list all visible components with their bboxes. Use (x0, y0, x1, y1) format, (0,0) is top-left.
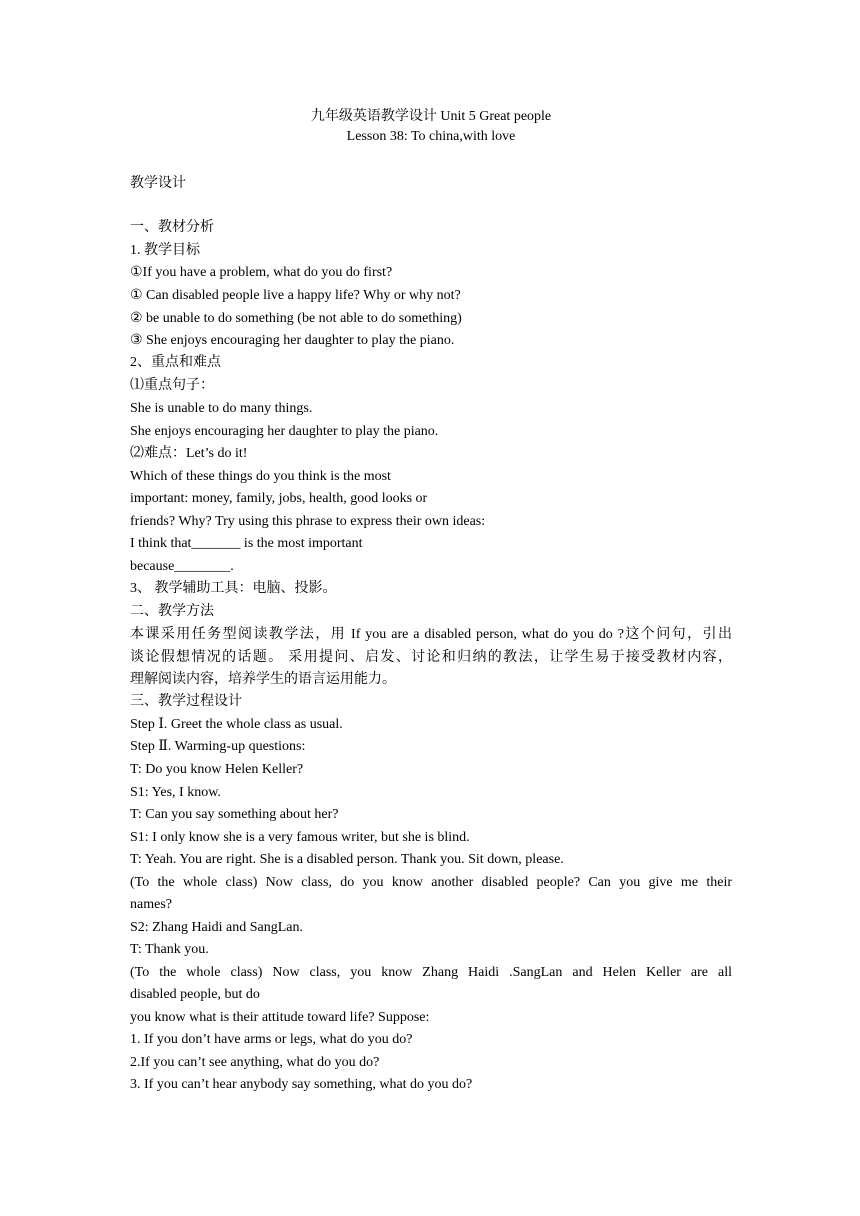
dialogue-line: (To the whole class) Now class, do you know another disabled people? Can you give me their (130, 875, 732, 890)
section-heading-1: 一、教材分析 (130, 220, 214, 235)
dialogue-line: you know what is their attitude toward life? Suppose: (130, 1010, 430, 1025)
dialogue-line: T: Do you know Helen Keller? (130, 762, 304, 777)
step-line: Step Ⅰ. Greet the whole class as usual. (130, 717, 343, 732)
dialogue-line: disabled people, but do (130, 987, 260, 1002)
dialogue-line: S2: Zhang Haidi and SangLan. (130, 920, 304, 935)
dialogue-line: names? (130, 897, 172, 912)
question-line: 2.If you can’t see anything, what do you do? (130, 1055, 380, 1070)
method-paragraph-line: 本课采用任务型阅读教学法，用 If you are a disabled person, what do you do ?这个问句，引出 (130, 627, 732, 642)
method-paragraph-line: 理解阅读内容，培养学生的语言运用能力。 (130, 672, 396, 687)
subsection-heading-goals: 1. 教学目标 (130, 243, 200, 258)
method-paragraph-line: 谈论假想情况的话题。 采用提问、启发、讨论和归纳的教法，让学生易于接受教材内容， (130, 650, 732, 665)
goal-line: ①If you have a problem, what do you do first? (130, 265, 393, 280)
difficulty-line: Which of these things do you think is the most (130, 469, 391, 484)
section-heading-2: 二、教学方法 (130, 604, 214, 619)
difficulty-line: I think that_______ is the most important (130, 536, 363, 551)
difficulty-heading: ⑵难点：Let’s do it! (130, 446, 248, 461)
question-line: 3. If you can’t hear anybody say something, what do you do? (130, 1077, 473, 1092)
dialogue-line: S1: I only know she is a very famous writer, but she is blind. (130, 830, 470, 845)
goal-line: ① Can disabled people live a happy life? Why or why not? (130, 288, 461, 303)
title-line-2: Lesson 38: To china,with love (346, 129, 516, 144)
key-sentence: She enjoys encouraging her daughter to play the piano. (130, 424, 439, 439)
dialogue-line: (To the whole class) Now class, you know Zhang Haidi .SangLan and Helen Keller are all (130, 965, 732, 980)
section-heading-3: 三、教学过程设计 (130, 694, 242, 709)
dialogue-line: T: Yeah. You are right. She is a disabled person. Thank you. Sit down, please. (130, 852, 564, 867)
question-line: 1. If you don’t have arms or legs, what do you do? (130, 1032, 413, 1047)
difficulty-line: friends? Why? Try using this phrase to express their own ideas: (130, 514, 486, 529)
step-line: Step Ⅱ. Warming-up questions: (130, 739, 306, 754)
goal-line: ② be unable to do something (be not able to do something) (130, 311, 462, 326)
dialogue-line: S1: Yes, I know. (130, 785, 221, 800)
dialogue-line: T: Can you say something about her? (130, 807, 339, 822)
subsection-heading-key: 2、重点和难点 (130, 355, 221, 370)
section-heading-design: 教学设计 (130, 176, 186, 191)
difficulty-line: because________. (130, 559, 234, 574)
goal-line: ③ She enjoys encouraging her daughter to play the piano. (130, 333, 455, 348)
key-sentences-heading: ⑴重点句子： (130, 378, 214, 393)
teaching-tools-line: 3、 教学辅助工具：电脑、投影。 (130, 581, 337, 596)
key-sentence: She is unable to do many things. (130, 401, 313, 416)
difficulty-line: important: money, family, jobs, health, good looks or (130, 491, 428, 506)
title-line-1: 九年级英语教学设计 Unit 5 Great people (310, 109, 552, 124)
dialogue-line: T: Thank you. (130, 942, 209, 957)
